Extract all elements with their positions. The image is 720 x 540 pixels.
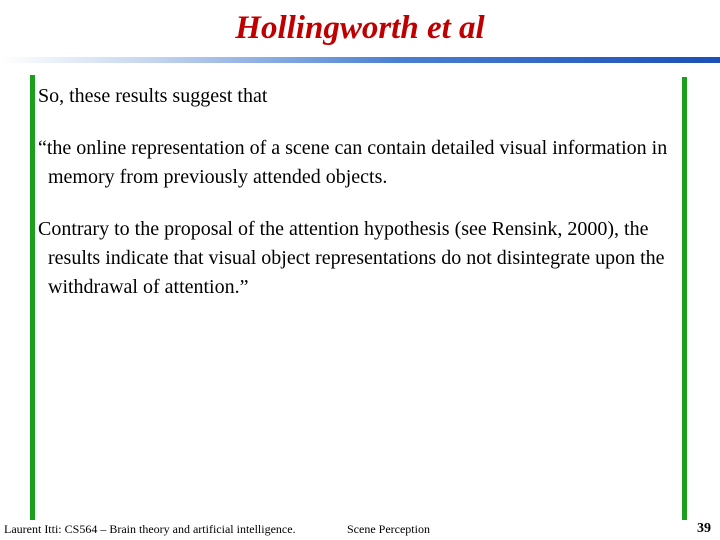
body-paragraph-quote-1: “the online representation of a scene can contain detailed visual information in memory from previously attended objects. [38, 137, 668, 188]
title-underline-rule [0, 57, 720, 63]
body-paragraph-intro: So, these results suggest that [38, 85, 268, 107]
page-number: 39 [697, 521, 711, 536]
right-accent-bar [682, 77, 687, 520]
footer-topic: Scene Perception [347, 522, 430, 536]
left-accent-bar [30, 75, 35, 520]
body-paragraph-quote-2: Contrary to the proposal of the attention hypothesis (see Rensink, 2000), the results indicate that visual object representations do not disintegrate upon the withdrawal of attention.” [38, 218, 665, 298]
slide-body [38, 82, 678, 302]
slide-title: Hollingworth et al [235, 10, 485, 46]
footer-course-credit: Laurent Itti: CS564 – Brain theory and artificial intelligence. [4, 522, 296, 536]
